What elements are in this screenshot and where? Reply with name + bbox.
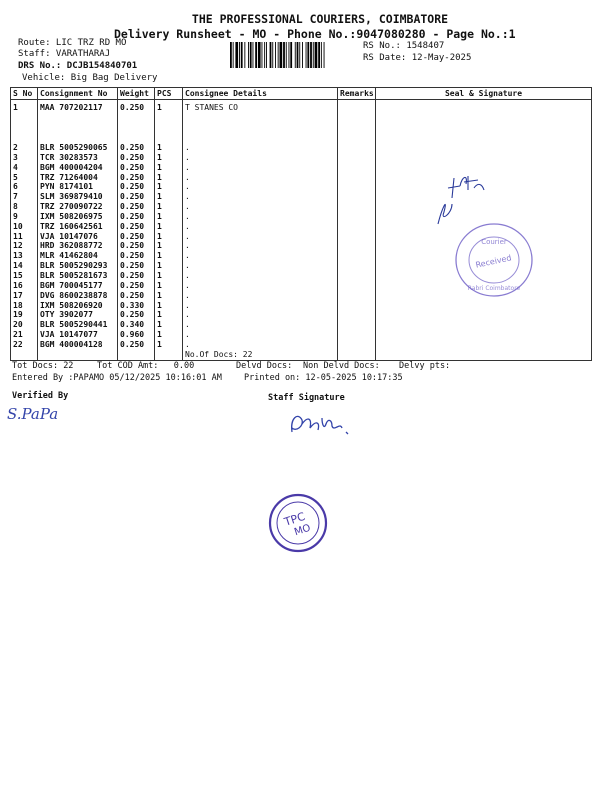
cell-remarks bbox=[338, 182, 376, 192]
barcode-bar bbox=[324, 42, 325, 68]
stamp-line-1: Courier bbox=[481, 238, 507, 246]
cell-remarks bbox=[338, 163, 376, 173]
printed-on: Printed on: 12-05-2025 10:17:35 bbox=[244, 373, 403, 383]
cell-pcs: 1 bbox=[155, 281, 183, 291]
barcode-bar bbox=[297, 42, 299, 68]
cell-weight: 0.250 bbox=[118, 202, 155, 212]
barcode-bar bbox=[235, 42, 238, 68]
cell-sno: 5 bbox=[11, 173, 38, 183]
cell-remarks bbox=[338, 291, 376, 301]
cell-weight: 0.250 bbox=[118, 222, 155, 232]
cell-sno: 1 bbox=[11, 100, 38, 144]
cell-cno: IXM 508206920 bbox=[38, 301, 118, 311]
barcode-bar bbox=[290, 42, 292, 68]
barcode-bar bbox=[275, 42, 276, 68]
barcode-bar bbox=[307, 42, 309, 68]
cell-sno: 21 bbox=[11, 330, 38, 340]
cell-cno: BLR 5005290441 bbox=[38, 320, 118, 330]
barcode-bar bbox=[233, 42, 234, 68]
cell-remarks bbox=[338, 232, 376, 242]
cell-sno: 20 bbox=[11, 320, 38, 330]
cell-cno: BLR 5005281673 bbox=[38, 271, 118, 281]
cell-pcs: 1 bbox=[155, 173, 183, 183]
barcode-bar bbox=[230, 42, 232, 68]
cell-weight: 0.250 bbox=[118, 241, 155, 251]
cell-cno: BGM 700045177 bbox=[38, 281, 118, 291]
cell-cno: PYN 8174101 bbox=[38, 182, 118, 192]
cell-sno: 18 bbox=[11, 301, 38, 311]
cell-weight: 0.250 bbox=[118, 163, 155, 173]
cell-details: . bbox=[183, 143, 338, 153]
barcode-bar bbox=[264, 42, 265, 68]
barcode-bar bbox=[299, 42, 300, 68]
cell-weight: 0.250 bbox=[118, 251, 155, 261]
cell-remarks bbox=[338, 310, 376, 320]
cell-details: . bbox=[183, 340, 338, 350]
stamp-mo-text: MO bbox=[292, 522, 313, 539]
cell-remarks bbox=[338, 100, 376, 144]
barcode-bar bbox=[258, 42, 261, 68]
cell-details: . bbox=[183, 310, 338, 320]
cell-pcs: 1 bbox=[155, 340, 183, 350]
barcode-bar bbox=[270, 42, 272, 68]
barcode-bar bbox=[283, 42, 285, 68]
cell-weight: 0.250 bbox=[118, 271, 155, 281]
cell-sno: 16 bbox=[11, 281, 38, 291]
cell-cno: MAA 707202117 bbox=[38, 100, 118, 144]
cell-sno: 17 bbox=[11, 291, 38, 301]
cell-details: . bbox=[183, 281, 338, 291]
barcode-bar bbox=[262, 42, 263, 68]
cell-remarks bbox=[338, 261, 376, 271]
barcode-bar bbox=[286, 42, 287, 68]
cell-cno: MLR 41462804 bbox=[38, 251, 118, 261]
barcode-icon bbox=[230, 42, 355, 68]
cell-pcs: 1 bbox=[155, 310, 183, 320]
entered-by: Entered By :PAPAMO 05/12/2025 10:16:01 AM bbox=[12, 373, 222, 383]
verified-signature: S.PaPa bbox=[7, 405, 59, 423]
col-pcs-header: PCS bbox=[155, 88, 183, 100]
col-seal-header: Seal & Signature bbox=[376, 88, 592, 100]
cell-details: . bbox=[183, 192, 338, 202]
staff-signature-label: Staff Signature bbox=[268, 393, 345, 403]
empty-cell bbox=[118, 350, 155, 360]
cell-details: . bbox=[183, 212, 338, 222]
cell-cno: DVG 8600238878 bbox=[38, 291, 118, 301]
cell-weight: 0.250 bbox=[118, 340, 155, 350]
cell-pcs: 1 bbox=[155, 320, 183, 330]
cell-pcs: 1 bbox=[155, 222, 183, 232]
barcode-bar bbox=[321, 42, 322, 68]
cell-pcs: 1 bbox=[155, 163, 183, 173]
barcode-bar bbox=[306, 42, 307, 68]
cell-sno: 2 bbox=[11, 143, 38, 153]
tot-cod-value: 0.00 bbox=[173, 361, 195, 371]
cell-cno: TRZ 270090722 bbox=[38, 202, 118, 212]
barcode-bar bbox=[315, 42, 318, 68]
cell-weight: 0.960 bbox=[118, 330, 155, 340]
barcode-bar bbox=[248, 42, 249, 68]
barcode-bar bbox=[241, 42, 243, 68]
barcode-bar bbox=[255, 42, 257, 68]
cell-remarks bbox=[338, 192, 376, 202]
cell-details: . bbox=[183, 173, 338, 183]
cell-remarks bbox=[338, 281, 376, 291]
barcode-bar bbox=[266, 42, 267, 68]
cell-weight: 0.250 bbox=[118, 212, 155, 222]
cell-cno: BGM 400004128 bbox=[38, 340, 118, 350]
drs-value: DCJB154840701 bbox=[66, 61, 138, 71]
barcode-bar bbox=[310, 42, 312, 68]
staff-signature-scribble bbox=[282, 406, 362, 440]
tot-docs bbox=[12, 361, 73, 371]
rs-date: RS Date: 12-May-2025 bbox=[363, 53, 472, 63]
tot-docs-label: Tot Docs: bbox=[12, 361, 59, 371]
cell-pcs: 1 bbox=[155, 291, 183, 301]
rs-number: RS No.: 1548407 bbox=[363, 41, 445, 51]
cell-cno: SLM 369879410 bbox=[38, 192, 118, 202]
cell-pcs: 1 bbox=[155, 202, 183, 212]
cell-weight: 0.250 bbox=[118, 173, 155, 183]
barcode-bar bbox=[289, 42, 290, 68]
cell-sno: 11 bbox=[11, 232, 38, 242]
barcode-bar bbox=[250, 42, 252, 68]
empty-cell bbox=[38, 350, 118, 360]
company-name: THE PROFESSIONAL COURIERS, COIMBATORE bbox=[191, 12, 449, 26]
vehicle: Vehicle: Big Bag Delivery bbox=[22, 73, 158, 83]
empty-cell bbox=[11, 350, 38, 360]
table-row bbox=[11, 100, 592, 144]
cell-sno: 15 bbox=[11, 271, 38, 281]
cell-sno: 7 bbox=[11, 192, 38, 202]
cell-pcs: 1 bbox=[155, 271, 183, 281]
cell-remarks bbox=[338, 320, 376, 330]
runsheet-title: Delivery Runsheet - MO - Phone No.:9047080280 - Page No.:1 bbox=[114, 27, 516, 41]
cell-weight: 0.250 bbox=[118, 192, 155, 202]
cell-pcs: 1 bbox=[155, 212, 183, 222]
cell-weight: 0.330 bbox=[118, 301, 155, 311]
non-delvd-docs: Non Delvd Docs: bbox=[303, 361, 380, 371]
cell-details: . bbox=[183, 261, 338, 271]
cell-weight: 0.250 bbox=[118, 291, 155, 301]
cell-remarks bbox=[338, 222, 376, 232]
delvy-pts: Delvy pts: bbox=[399, 361, 451, 371]
cell-remarks bbox=[338, 212, 376, 222]
cell-sno: 9 bbox=[11, 212, 38, 222]
cell-remarks bbox=[338, 271, 376, 281]
stamp-tpc-text: TPC bbox=[282, 509, 307, 529]
cell-details: . bbox=[183, 202, 338, 212]
cell-pcs: 1 bbox=[155, 143, 183, 153]
cell-weight: 0.250 bbox=[118, 232, 155, 242]
cell-remarks bbox=[338, 301, 376, 311]
cell-remarks bbox=[338, 153, 376, 163]
cell-details: . bbox=[183, 301, 338, 311]
cell-pcs: 1 bbox=[155, 301, 183, 311]
cell-cno: TCR 30283573 bbox=[38, 153, 118, 163]
cell-sno: 6 bbox=[11, 182, 38, 192]
cell-cno: VJA 10147077 bbox=[38, 330, 118, 340]
cell-weight: 0.340 bbox=[118, 320, 155, 330]
cell-remarks bbox=[338, 173, 376, 183]
staff: Staff: VARATHARAJ bbox=[18, 49, 111, 59]
barcode-bar bbox=[244, 42, 245, 68]
cell-details: . bbox=[183, 251, 338, 261]
cell-weight: 0.250 bbox=[118, 153, 155, 163]
tot-cod bbox=[97, 361, 194, 371]
cell-remarks bbox=[338, 340, 376, 350]
barcode-bar bbox=[280, 42, 283, 68]
cell-pcs: 1 bbox=[155, 251, 183, 261]
col-sno-header: S No bbox=[11, 88, 38, 100]
cell-cno: HRD 362088772 bbox=[38, 241, 118, 251]
cell-details: . bbox=[183, 182, 338, 192]
no-of-docs: No.Of Docs: 22 bbox=[183, 350, 338, 360]
cell-remarks bbox=[338, 251, 376, 261]
cell-sno: 14 bbox=[11, 261, 38, 271]
cell-cno: TRZ 160642561 bbox=[38, 222, 118, 232]
table-header-row bbox=[11, 88, 592, 100]
stamp-line-2: Rabri Coimbatore bbox=[467, 285, 521, 292]
cell-weight: 0.250 bbox=[118, 182, 155, 192]
cell-sno: 10 bbox=[11, 222, 38, 232]
barcode-bar bbox=[278, 42, 279, 68]
cell-weight: 0.250 bbox=[118, 310, 155, 320]
cell-sno: 22 bbox=[11, 340, 38, 350]
cell-cno: IXM 508206975 bbox=[38, 212, 118, 222]
barcode-bar bbox=[239, 42, 240, 68]
barcode-bar bbox=[295, 42, 296, 68]
cell-sno: 13 bbox=[11, 251, 38, 261]
cell-details: . bbox=[183, 222, 338, 232]
cell-remarks bbox=[338, 330, 376, 340]
col-consignee-header: Consignee Details bbox=[183, 88, 338, 100]
cell-details: . bbox=[183, 232, 338, 242]
cell-weight: 0.250 bbox=[118, 100, 155, 144]
cell-pcs: 1 bbox=[155, 241, 183, 251]
cell-sno: 12 bbox=[11, 241, 38, 251]
cell-sno: 3 bbox=[11, 153, 38, 163]
barcode-bar bbox=[318, 42, 320, 68]
cell-details: . bbox=[183, 291, 338, 301]
col-remarks-header: Remarks bbox=[338, 88, 376, 100]
cell-pcs: 1 bbox=[155, 330, 183, 340]
tot-docs-value: 22 bbox=[63, 361, 74, 371]
cell-weight: 0.250 bbox=[118, 281, 155, 291]
cell-pcs: 1 bbox=[155, 232, 183, 242]
cell-details: . bbox=[183, 241, 338, 251]
cell-pcs: 1 bbox=[155, 192, 183, 202]
cell-remarks bbox=[338, 241, 376, 251]
stamp-line-0: Received bbox=[474, 253, 513, 270]
drs-label: DRS No.: bbox=[18, 61, 62, 71]
cell-details: T STANES CO bbox=[183, 100, 338, 144]
cell-remarks bbox=[338, 202, 376, 212]
initials-scribble bbox=[434, 168, 494, 228]
cell-cno: BGM 400004204 bbox=[38, 163, 118, 173]
barcode-bar bbox=[253, 42, 254, 68]
cell-cno: BLR 5005290065 bbox=[38, 143, 118, 153]
empty-cell bbox=[338, 350, 376, 360]
cell-sno: 8 bbox=[11, 202, 38, 212]
col-weight-header: Weight bbox=[118, 88, 155, 100]
cell-cno: VJA 10147076 bbox=[38, 232, 118, 242]
cell-pcs: 1 bbox=[155, 261, 183, 271]
tot-cod-label: Tot COD Amt: bbox=[97, 361, 159, 371]
cell-cno: BLR 5005290293 bbox=[38, 261, 118, 271]
cell-details: . bbox=[183, 320, 338, 330]
cell-details: . bbox=[183, 271, 338, 281]
cell-sno: 19 bbox=[11, 310, 38, 320]
barcode-bar bbox=[272, 42, 273, 68]
cell-pcs: 1 bbox=[155, 182, 183, 192]
cell-details: . bbox=[183, 330, 338, 340]
delvd-docs: Delvd Docs: bbox=[236, 361, 293, 371]
cell-weight: 0.250 bbox=[118, 261, 155, 271]
col-consignment-header: Consignment No bbox=[38, 88, 118, 100]
empty-cell bbox=[155, 350, 183, 360]
drs-number bbox=[18, 61, 137, 71]
barcode-bar bbox=[302, 42, 303, 68]
cell-cno: TRZ 71264004 bbox=[38, 173, 118, 183]
received-stamp-icon bbox=[452, 220, 536, 300]
cell-remarks bbox=[338, 143, 376, 153]
cell-details: . bbox=[183, 153, 338, 163]
tpc-stamp-icon bbox=[266, 492, 330, 554]
cell-pcs: 1 bbox=[155, 153, 183, 163]
cell-cno: OTY 3902077 bbox=[38, 310, 118, 320]
cell-sno: 4 bbox=[11, 163, 38, 173]
verified-by-label: Verified By bbox=[12, 391, 69, 401]
route: Route: LIC TRZ RD MO bbox=[18, 38, 127, 48]
cell-details: . bbox=[183, 163, 338, 173]
cell-pcs: 1 bbox=[155, 100, 183, 144]
barcode-bar bbox=[313, 42, 314, 68]
cell-weight: 0.250 bbox=[118, 143, 155, 153]
